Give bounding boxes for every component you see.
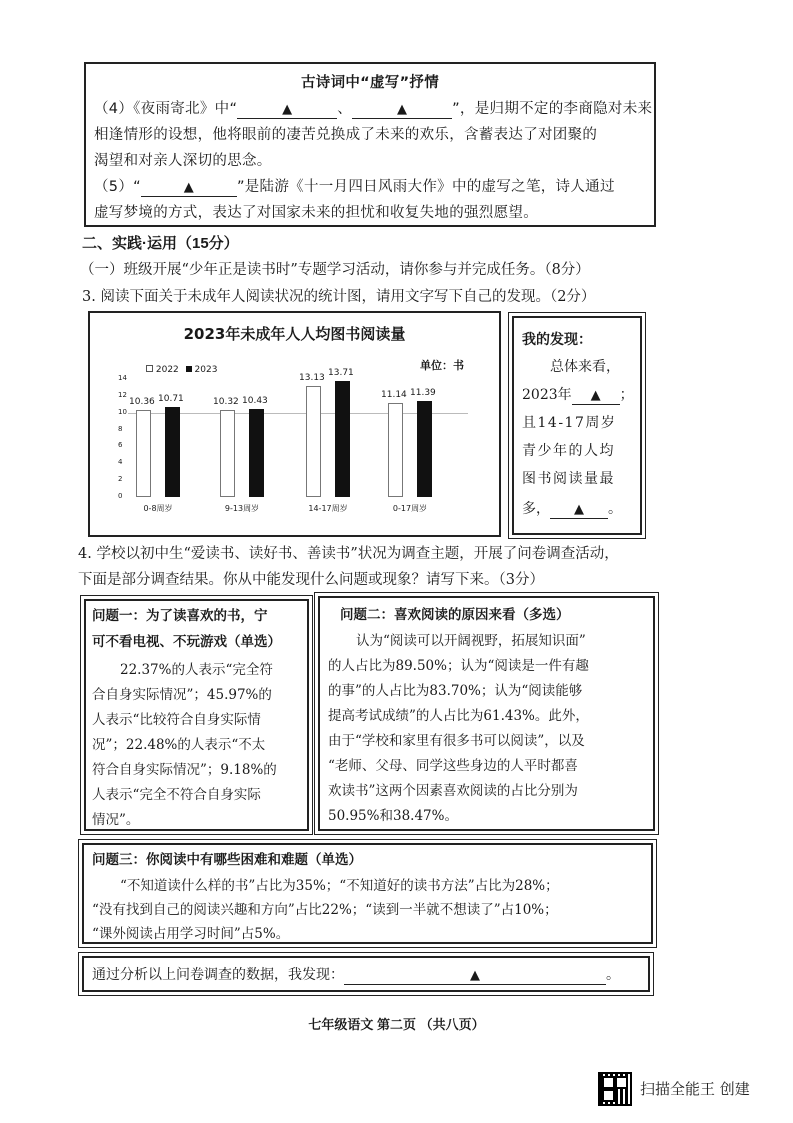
survey-3-box: [82, 843, 653, 944]
section-heading: 二、实践·运用（15分）: [82, 235, 239, 252]
findings-line-4: 青少年的人均: [522, 443, 615, 459]
question-4-line1: 4. 学校以初中生“爱读书、读好书、善读书”状况为调查主题，开展了问卷调查活动，: [78, 546, 619, 562]
survey-3-title: 问题三：你阅读中有哪些困难和难题（单选）: [92, 852, 362, 867]
y-tick-label: 12: [118, 390, 127, 399]
survey-1-body-line-2: 合自身实际情况”；45.97%的: [92, 687, 272, 703]
answer-box: [82, 956, 650, 992]
page-footer: 七年级语文 第二页 （共八页）: [308, 1017, 485, 1032]
category-label: 9-13周岁: [224, 504, 260, 513]
bar-value-label: 11.14: [381, 390, 407, 401]
bar-2022-3: [306, 386, 321, 497]
y-tick-label: 8: [118, 424, 123, 433]
qr-code-icon: [598, 1072, 632, 1106]
bar-value-label: 13.71: [328, 368, 354, 379]
y-tick-label: 0: [118, 492, 123, 500]
poem-item-4-line3: 渴望和对亲人深切的思念。: [94, 153, 272, 169]
bar-value-label: 10.32: [213, 397, 239, 408]
bar-2022-1: [136, 410, 151, 497]
answer-blank[interactable]: ▲: [352, 100, 452, 119]
bar-value-label: 10.36: [129, 396, 155, 407]
survey-2-body-line-3: 的事”的人占比为83.70%；认为“阅读能够: [328, 683, 583, 699]
survey-1-body-line-4: 况”；22.48%的人表示“不太: [92, 737, 266, 753]
survey-2-body-line-4: 提高考试成绩”的人占比为61.43%。此外，: [328, 708, 589, 724]
survey-2-title: 问题二：喜欢阅读的原因来看（多选）: [340, 607, 570, 622]
bar-value-label: 10.71: [158, 393, 184, 404]
survey-3-body-line-3: “课外阅读占用学习时间”占5%。: [92, 926, 290, 942]
answer-blank[interactable]: ▲: [572, 386, 620, 405]
bar-value-label: 13.13: [299, 373, 325, 384]
survey-1-title-line2: 可不看电视、不玩游戏（单选）: [92, 634, 281, 649]
bar-2023-4: [417, 401, 432, 497]
poem-item-5: （5）“ ▲ ”是陆游《十一月四日风雨大作》中的虚写之笔，诗人通过: [94, 179, 615, 195]
poem-item-4-line2: 相逢情形的设想，他将眼前的凄苦兑换成了未来的欢乐，含蓄表达了对团聚的: [94, 127, 598, 143]
survey-1-body-line-5: 符合自身实际情况”；9.18%的: [92, 762, 277, 778]
bar-2022-4: [388, 403, 403, 497]
y-tick-label: 6: [118, 441, 123, 450]
task-intro: （一）班级开展“少年正是读书时”专题学习活动，请你参与并完成任务。（8分）: [80, 262, 590, 278]
survey-1-body-line-3: 人表示“比较符合自身实际情: [92, 712, 261, 728]
category-label: 0-17周岁: [392, 504, 428, 513]
survey-2-body-line-2: 的人占比为89.50%；认为“阅读是一件有趣: [328, 658, 589, 674]
legend-2023: 2023: [194, 365, 218, 375]
chart-title: 2023年未成年人人均图书阅读量: [183, 325, 406, 343]
survey-1-body-line-1: 22.37%的人表示“完全符: [120, 662, 273, 678]
answer-blank[interactable]: ▲: [550, 500, 608, 519]
question-3: 3. 阅读下面关于未成年人阅读状况的统计图，请用文字写下自己的发现。（2分）: [82, 289, 596, 305]
answer-blank[interactable]: ▲: [237, 100, 337, 119]
chart-box: [88, 311, 501, 537]
y-tick-label: 14: [118, 374, 127, 382]
plot-area: [90, 313, 499, 535]
bar-2022-2: [220, 410, 235, 497]
survey-2-body-line-7: 欢读书”这两个因素喜欢阅读的占比分别为: [328, 783, 578, 799]
survey-2-box: [318, 596, 655, 831]
bar-value-label: 11.39: [410, 387, 436, 398]
findings-line-6: 多， ▲ 。: [522, 501, 622, 517]
survey-1-body-line-6: 人表示“完全不符合自身实际: [92, 787, 261, 803]
findings-line-3: 且14-17周岁: [522, 415, 617, 431]
answer-blank[interactable]: ▲: [344, 966, 606, 985]
survey-1-body-line-7: 情况”。: [92, 812, 140, 828]
chart-unit: 单位：书: [420, 359, 464, 372]
bar-2023-2: [249, 409, 264, 497]
category-label: 0-8周岁: [143, 504, 173, 513]
bar-2023-3: [335, 381, 350, 497]
findings-line-2: 2023年 ▲ ；: [522, 387, 634, 403]
survey-2-body-line-5: 由于“学校和家里有很多书可以阅读”，以及: [328, 733, 585, 749]
findings-line-1: 总体来看，: [550, 359, 620, 375]
findings-box: [512, 316, 642, 535]
survey-1-title-line1: 问题一：为了读喜欢的书，宁: [92, 608, 268, 623]
survey-3-body-line-1: “不知道读什么样的书”占比为35%；“不知道好的读书方法”占比为28%；: [120, 878, 559, 894]
findings-line-5: 图书阅读量最: [522, 471, 615, 487]
y-tick-label: 2: [118, 475, 123, 484]
survey-2-body-line-1: 认为“阅读可以开阔视野，拓展知识面”: [356, 633, 586, 649]
y-tick-label: 10: [118, 407, 127, 416]
bar-value-label: 10.43: [242, 396, 268, 407]
poem-box-title: 古诗词中“虚写”抒情: [300, 75, 440, 91]
survey-2-body-line-8: 50.95%和38.47%。: [328, 808, 458, 824]
poem-box: [84, 62, 656, 227]
survey-1-box: [84, 599, 309, 831]
legend-2022: 2022: [155, 365, 179, 375]
scanner-watermark: 扫描全能王 创建: [640, 1080, 750, 1098]
answer-line: 通过分析以上问卷调查的数据，我发现： ▲ 。: [92, 967, 620, 983]
bar-2023-1: [165, 407, 180, 497]
question-4-line2: 下面是部分调查结果。你从中能发现什么问题或现象？请写下来。（3分）: [78, 572, 544, 588]
y-tick-label: 4: [118, 458, 123, 467]
survey-3-body-line-2: “没有找到自己的阅读兴趣和方向”占比22%；“读到一半就不想读了”占10%；: [92, 902, 558, 918]
findings-title: 我的发现：: [522, 331, 592, 347]
poem-item-5-line2: 虚写梦境的方式，表达了对国家未来的担忧和收复失地的强烈愿望。: [94, 205, 538, 221]
category-label: 14-17周岁: [308, 504, 348, 513]
answer-blank[interactable]: ▲: [141, 178, 237, 197]
poem-item-4: （4）《夜雨寄北》中“ ▲ 、 ▲ ”，是归期不定的李商隐对未来: [94, 101, 653, 117]
survey-2-body-line-6: “老师、父母、同学这些身边的人平时都喜: [328, 758, 578, 774]
